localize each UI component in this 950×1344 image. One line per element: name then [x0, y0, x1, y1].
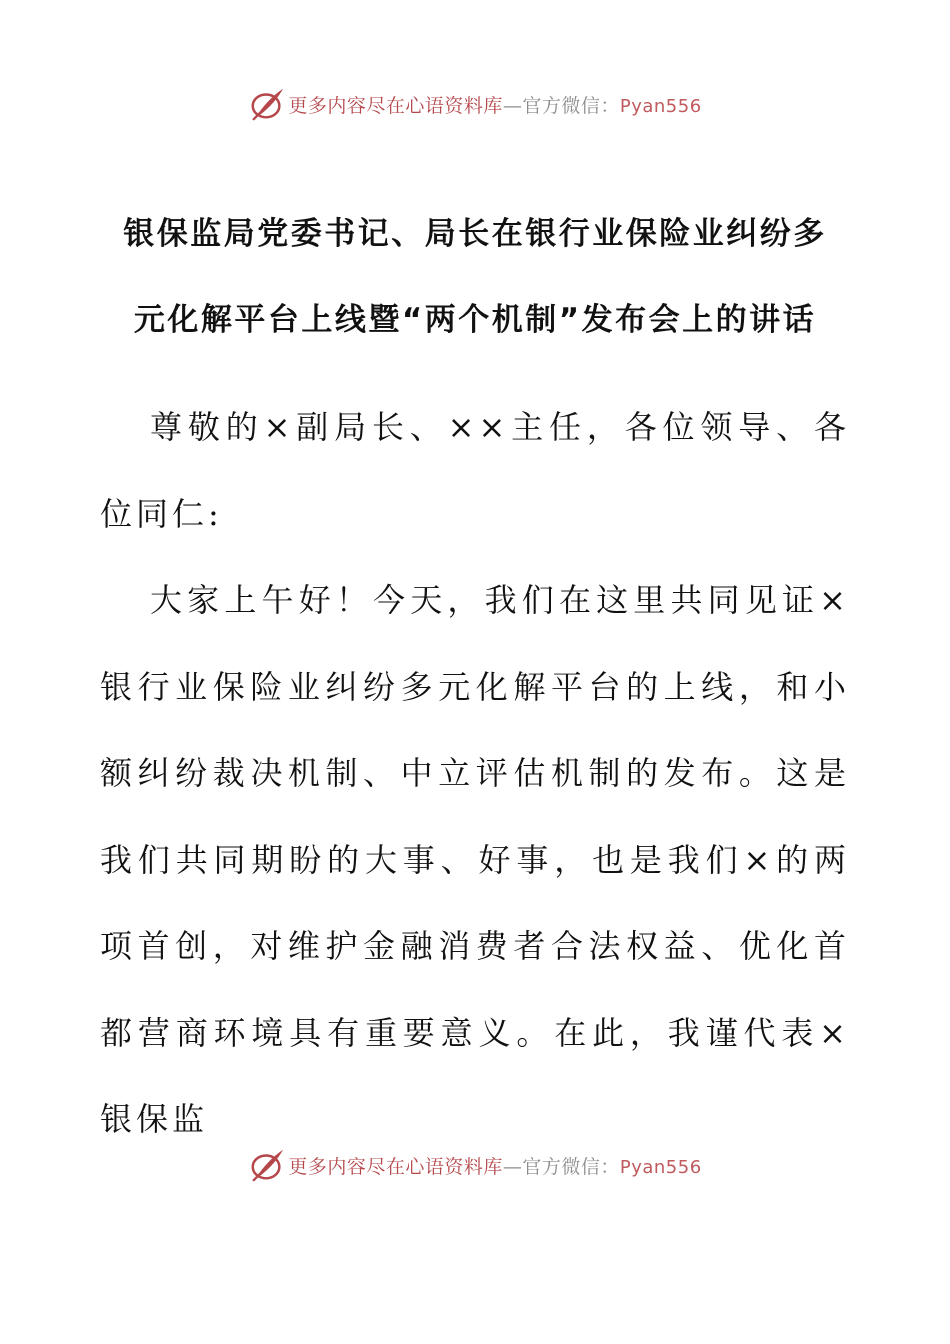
body-paragraph: 大家上午好！今天，我们在这里共同见证×银行业保险业纠纷多元化解平台的上线，和小额纠纷裁决机制、中立评估机制的发布。这是我们共同期盼的大事、好事，也是我们×的两项首创，对维护金融消费者合法权益、优化首都营商环境具有重要意义。在此，我谨代表×银保监: [100, 581, 850, 1138]
banner-wechat-label: 官方微信：: [522, 94, 620, 117]
header-banner: [0, 82, 950, 126]
footer-banner: [0, 1143, 950, 1187]
banner-text: [288, 91, 701, 118]
banner-wechat-id: Pyan556: [619, 1156, 702, 1178]
salutation-paragraph: 尊敬的×副局长、××主任，各位领导、各位同仁:: [100, 408, 850, 533]
banner-site-text: 更多内容尽在心语资料库: [288, 94, 503, 117]
banner-wechat-id: Pyan556: [619, 95, 702, 117]
title-line-2: 元化解平台上线暨“两个机制”发布会上的讲话: [133, 302, 817, 338]
banner-wechat-label: 官方微信：: [522, 1155, 620, 1178]
quill-logo-icon: [248, 85, 286, 123]
document-body: [100, 384, 850, 1163]
banner-separator: —: [502, 94, 523, 117]
banner-site-text: 更多内容尽在心语资料库: [288, 1155, 503, 1178]
banner-separator: —: [502, 1155, 523, 1178]
banner-text: [288, 1152, 701, 1179]
title-line-1: 银保监局党委书记、局长在银行业保险业纠纷多: [123, 216, 827, 252]
document-title: [100, 191, 850, 363]
quill-logo-icon: [248, 1146, 286, 1184]
